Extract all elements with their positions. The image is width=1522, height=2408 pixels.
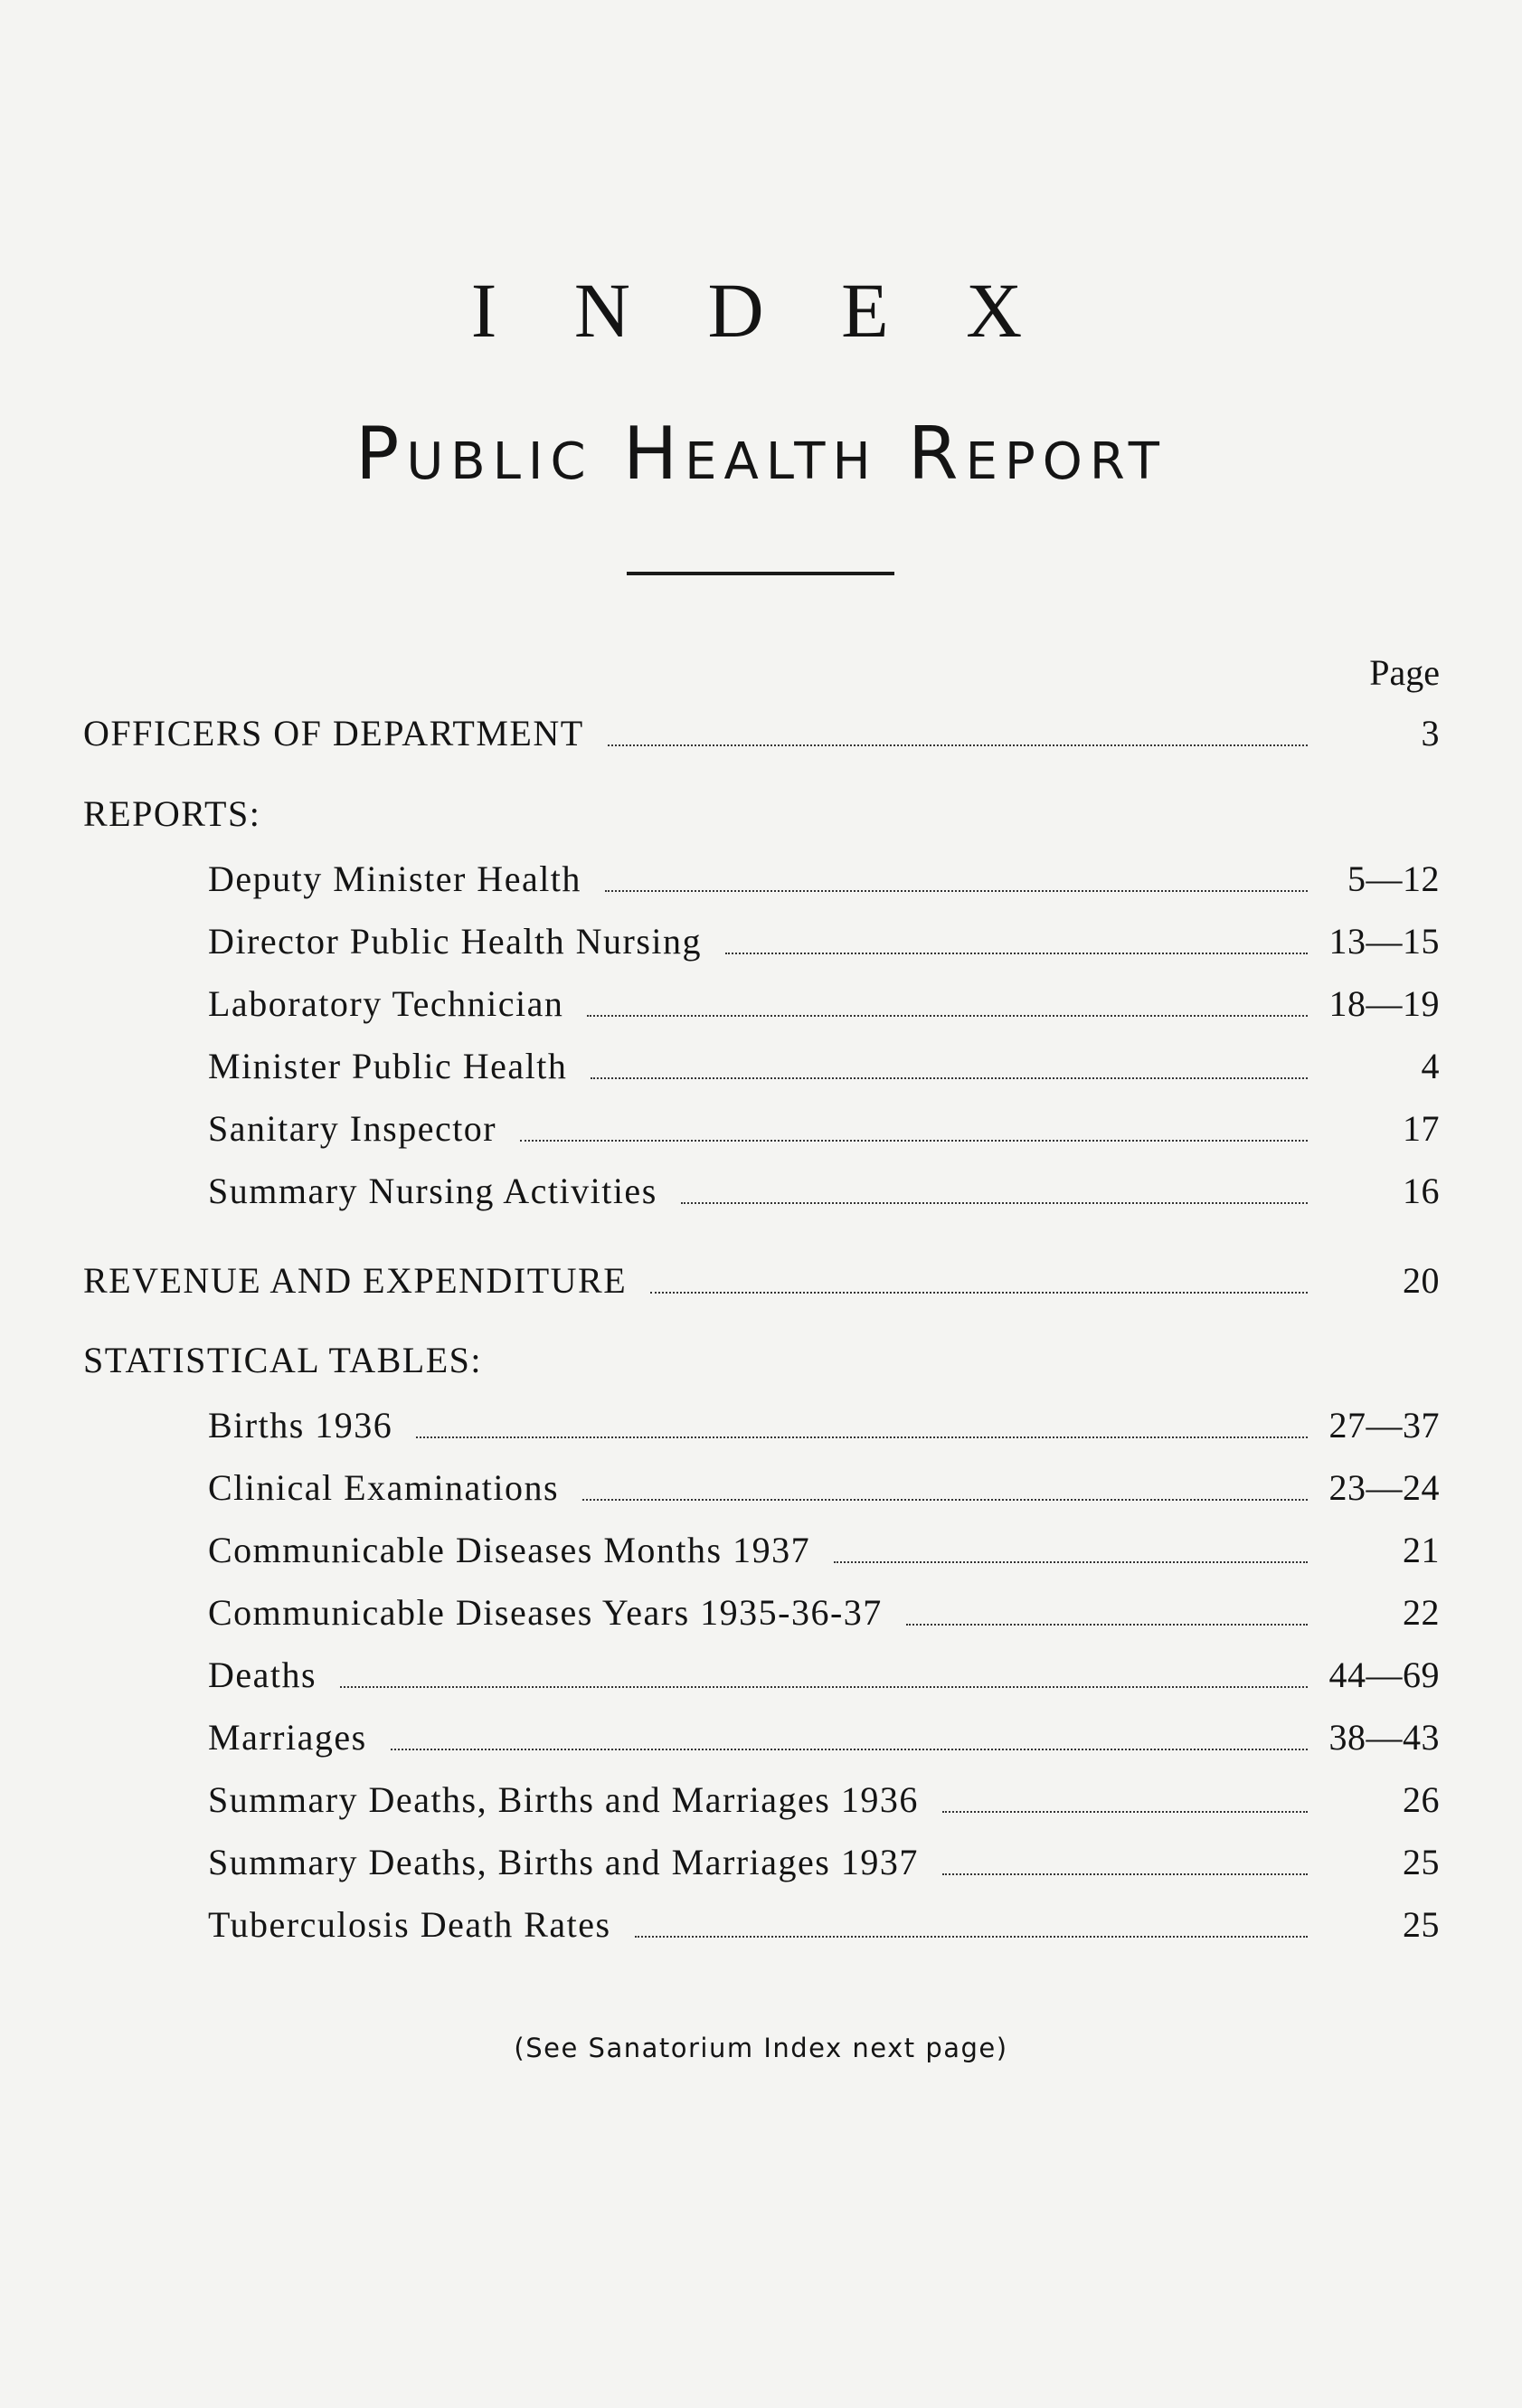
dot-leader [608, 744, 1308, 746]
toc-entry [208, 1393, 1440, 1444]
toc-entry [208, 1580, 1440, 1631]
toc-entry-page: 38—43 [1328, 1717, 1440, 1758]
toc-entry [208, 909, 1440, 960]
dot-leader [650, 1292, 1308, 1294]
toc-entry-page: 25 [1403, 1842, 1440, 1882]
toc-entry-page: 23—24 [1328, 1467, 1440, 1508]
dot-leader [635, 1936, 1308, 1938]
toc-entry-page: 26 [1403, 1779, 1440, 1820]
toc-entry-page: 18—19 [1328, 983, 1440, 1024]
toc-entry-label: Laboratory Technician [208, 983, 564, 1024]
toc-entry [208, 1096, 1440, 1147]
toc-entry-page: 13—15 [1328, 921, 1440, 962]
toc-entry-page: 20 [1403, 1260, 1440, 1301]
report-subtitle: Public Health Report [355, 412, 1167, 496]
toc-entry [208, 1830, 1440, 1881]
toc-entry [208, 1768, 1440, 1818]
toc-entry-page: 3 [1421, 713, 1440, 754]
dot-leader [340, 1686, 1308, 1688]
dot-leader [906, 1624, 1308, 1626]
toc-entry-label: Tuberculosis Death Rates [208, 1904, 611, 1945]
toc-entry-label: Communicable Diseases Years 1935-36-37 [208, 1592, 883, 1633]
toc-entry [208, 1159, 1440, 1209]
toc-entry-page: 17 [1403, 1108, 1440, 1149]
toc-entry [208, 1518, 1440, 1569]
toc-entry-label: REVENUE AND EXPENDITURE [83, 1260, 628, 1301]
toc-entry-label: Clinical Examinations [208, 1467, 560, 1508]
dot-leader [587, 1015, 1308, 1017]
dot-leader [591, 1077, 1308, 1079]
dot-leader [681, 1202, 1308, 1204]
dot-leader [582, 1499, 1308, 1501]
dot-leader [391, 1749, 1308, 1750]
toc-entry-label: Summary Deaths, Births and Marriages 1936 [208, 1779, 919, 1820]
toc-entry-page: 25 [1403, 1904, 1440, 1945]
toc-entry-label: OFFICERS OF DEPARTMENT [83, 713, 584, 754]
toc-entry-label: Director Public Health Nursing [208, 921, 702, 962]
toc-entry-revenue [83, 1248, 1440, 1299]
toc-entry-page: 21 [1403, 1530, 1440, 1570]
toc-entry-label: Deaths [208, 1654, 317, 1695]
toc-entry-page: 16 [1403, 1171, 1440, 1211]
dot-leader [605, 890, 1308, 892]
toc-entry-page: 5—12 [1347, 858, 1440, 899]
toc-entry-label: Communicable Diseases Months 1937 [208, 1530, 811, 1570]
toc-entry-label: Deputy Minister Health [208, 858, 581, 899]
toc-entry-label: Marriages [208, 1717, 367, 1758]
toc-entry [208, 847, 1440, 897]
toc-entry-page: 4 [1421, 1046, 1440, 1086]
toc-entry-officers [83, 701, 1440, 752]
toc-entry [208, 1455, 1440, 1506]
toc-entry [208, 1643, 1440, 1693]
section-heading-reports: REPORTS: [83, 793, 261, 834]
toc-entry-page: 44—69 [1328, 1654, 1440, 1695]
dot-leader [942, 1811, 1308, 1813]
toc-entry-page: 22 [1403, 1592, 1440, 1633]
toc-entry-label: Sanitary Inspector [208, 1108, 497, 1149]
toc-entry-label: Births 1936 [208, 1405, 393, 1446]
toc-entry-page: 27—37 [1328, 1405, 1440, 1446]
section-heading-statistical-tables: STATISTICAL TABLES: [83, 1340, 482, 1380]
toc-entry [208, 1705, 1440, 1756]
footnote: (See Sanatorium Index next page) [514, 2033, 1008, 2063]
toc-entry [208, 972, 1440, 1022]
toc-entry-label: Summary Nursing Activities [208, 1171, 657, 1211]
page-column-header: Page [1369, 652, 1440, 693]
toc-entry-label: Summary Deaths, Births and Marriages 1937 [208, 1842, 919, 1882]
dot-leader [725, 953, 1308, 954]
dot-leader [416, 1436, 1308, 1438]
toc-entry-label: Minister Public Health [208, 1046, 568, 1086]
dot-leader [942, 1873, 1308, 1875]
title-divider [627, 572, 894, 575]
dot-leader [520, 1140, 1308, 1142]
toc-entry [208, 1034, 1440, 1085]
dot-leader [834, 1561, 1308, 1563]
index-title: I N D E X [470, 267, 1052, 354]
toc-entry [208, 1892, 1440, 1943]
